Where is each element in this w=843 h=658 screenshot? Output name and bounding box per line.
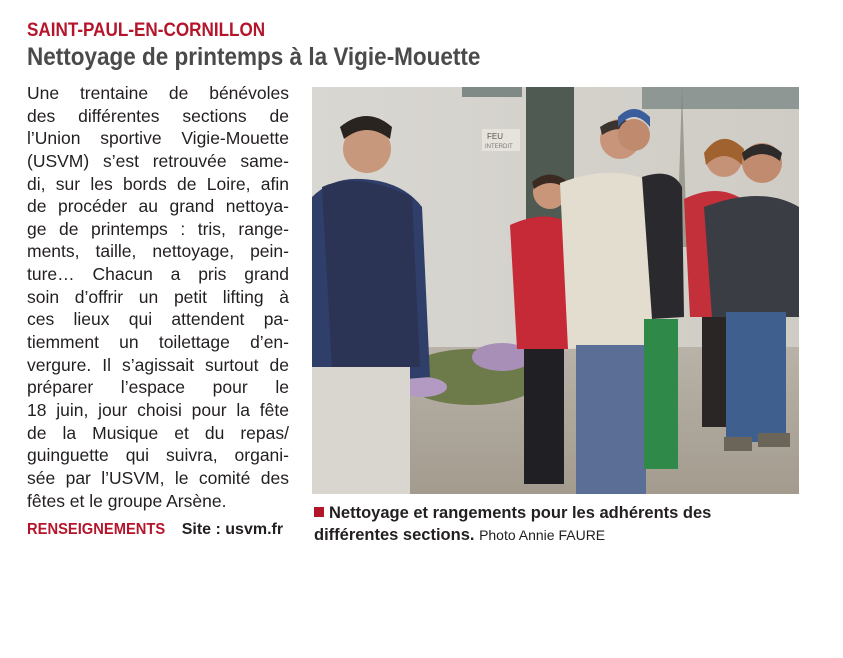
article-kicker: SAINT-PAUL-EN-CORNILLON	[27, 20, 266, 41]
body-line: 18 juin, jour choisi pour la fête	[27, 399, 289, 420]
body-line: de procéder au grand nettoya-	[27, 196, 289, 217]
photo-illustration	[312, 87, 799, 494]
body-line: sée par l’USVM, le comité des	[27, 467, 289, 488]
sign-text-line1: FEU	[487, 132, 503, 141]
body-line: fêtes et le groupe Arsène.	[27, 490, 227, 511]
caption-text: Nettoyage et rangements pour les adhérents des différentes sections.	[314, 504, 712, 544]
article-photo	[312, 87, 799, 494]
body-line: soin d’offrir un petit lifting à	[27, 286, 289, 307]
body-line: guinguette qui suivra, organi-	[27, 445, 289, 466]
photo-caption	[314, 502, 744, 546]
fire-sign	[482, 129, 520, 151]
body-line: Une trentaine de bénévoles	[27, 83, 289, 103]
body-line: ture… Chacun a pris grand	[27, 264, 289, 285]
body-line: des différentes sections de	[27, 105, 289, 126]
body-line: l’Union sportive Vigie-Mouette	[27, 128, 289, 149]
body-line: ces lieux qui attendent pa-	[27, 309, 289, 330]
body-line: préparer l’espace pour le	[27, 377, 289, 398]
info-label: RENSEIGNEMENTS	[27, 521, 166, 538]
info-line	[27, 521, 283, 539]
body-line: de la Musique et du repas/	[27, 422, 289, 443]
body-line: (USVM) s’est retrouvée same-	[27, 150, 289, 171]
article-body	[27, 82, 289, 512]
body-line: di, sur les bords de Loire, afin	[27, 173, 289, 194]
body-line: ments, taille, nettoyage, pein-	[27, 241, 289, 262]
info-value: Site : usvm.fr	[181, 521, 284, 538]
body-line: tiemment un toilettage d’en-	[27, 332, 289, 353]
sign-text-line2: INTERDIT	[485, 144, 513, 150]
body-line: ge de printemps : tris, range-	[27, 218, 289, 239]
caption-credit: Photo Annie FAURE	[479, 527, 606, 543]
body-line: vergure. Il s’agissait surtout de	[27, 354, 289, 375]
article-headline: Nettoyage de printemps à la Vigie-Mouette	[27, 43, 481, 71]
caption-marker	[314, 507, 324, 517]
